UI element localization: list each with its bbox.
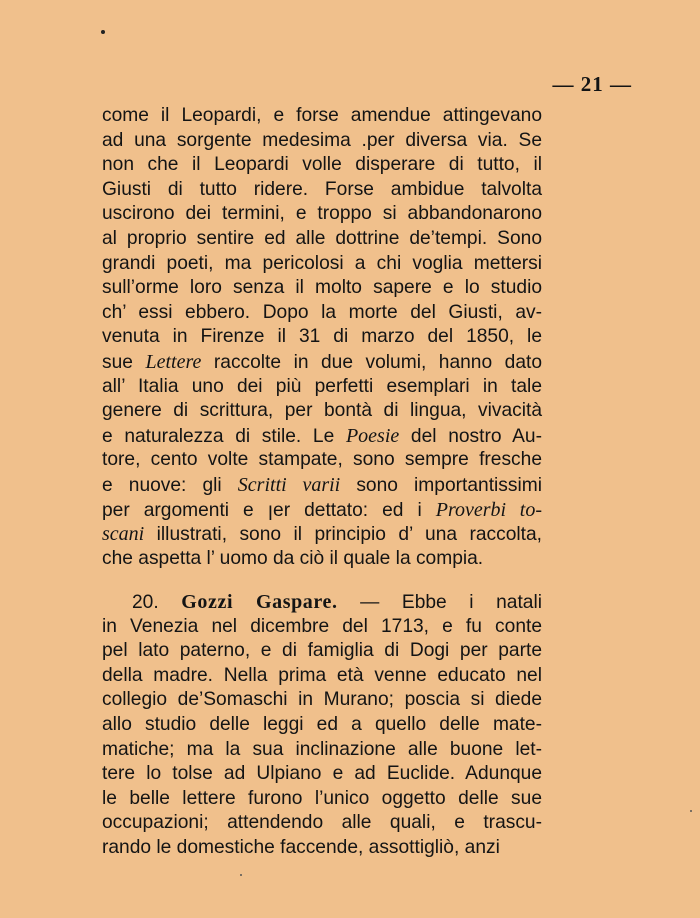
text-line	[102, 639, 542, 664]
italic-title: Poesie	[345, 424, 400, 447]
text-line	[102, 227, 542, 252]
text-line	[102, 153, 542, 178]
ink-speck	[240, 874, 242, 876]
text-line	[102, 738, 542, 763]
text-line	[102, 178, 542, 203]
ink-speck	[101, 30, 105, 34]
text-segment: della madre. Nella prima età venne educato nel	[102, 664, 542, 686]
text-segment: allo studio delle leggi ed a quello delle mate-	[102, 713, 542, 735]
text-segment: le belle lettere furono l’unico oggetto delle sue	[102, 787, 542, 809]
text-segment: tore, cento volte stampate, sono sempre fresche	[102, 449, 542, 471]
text-line	[102, 498, 542, 523]
text-segment: illustrati, sono il principio d’ una raccolta,	[144, 524, 542, 546]
page-number: — 21 —	[552, 72, 632, 96]
text-line	[102, 399, 542, 424]
text-line	[102, 325, 542, 350]
text-segment: come il Leopardi, e forse amendue attingevano	[102, 105, 542, 126]
text-segment: per argomenti e ꞁer dettato: ed i	[102, 499, 436, 521]
text-line	[102, 836, 542, 861]
text-segment: — Ebbe i natali	[337, 592, 542, 613]
text-segment: pel lato paterno, e di famiglia di Dogi per parte	[102, 640, 542, 662]
text-segment: uscirono dei termini, e troppo si abbandonarono	[102, 203, 542, 225]
text-line	[102, 664, 542, 689]
text-segment: Giusti di tutto ridere. Forse ambidue talvolta	[102, 178, 542, 200]
text-line	[102, 129, 542, 154]
text-line	[102, 104, 542, 129]
text-segment: all’ Italia uno dei più perfetti esemplari in tale	[102, 375, 542, 397]
text-segment: sono importantissimi	[340, 474, 542, 496]
italic-title: Proverbi to-	[435, 498, 542, 521]
text-line	[102, 375, 542, 400]
text-line	[102, 688, 542, 713]
text-segment: occupazioni; attendendo alle quali, e trascu-	[102, 812, 542, 834]
text-line	[102, 787, 542, 812]
text-segment: 20.	[132, 592, 182, 613]
text-segment: venuta in Firenze il 31 di marzo del 1850, le	[102, 326, 542, 348]
ink-speck	[690, 810, 692, 812]
text-segment: ad una sorgente medesima .per diversa via. Se	[102, 129, 542, 151]
text-line	[102, 448, 542, 473]
text-segment: grandi poeti, ma pericolosi a chi voglia mettersi	[102, 252, 542, 274]
text-segment: al proprio sentire ed alle dottrine de’tempi. Sono	[102, 227, 542, 249]
text-line	[102, 252, 542, 277]
text-segment: in Venezia nel dicembre del 1713, e fu conte	[102, 615, 542, 637]
entry-heading: Gozzi Gaspare.	[181, 591, 338, 613]
text-segment: collegio de’Somaschi in Murano; poscia si diede	[102, 689, 542, 711]
text-line	[102, 547, 542, 572]
text-line	[102, 350, 542, 375]
text-line	[102, 301, 542, 326]
text-segment: rando le domestiche faccende, assottigliò, anzi	[102, 836, 500, 858]
text-segment: del nostro Au-	[399, 425, 542, 447]
text-segment: tere lo tolse ad Ulpiano e ad Euclide. Adunque	[102, 763, 542, 785]
text-line	[102, 615, 542, 640]
text-line	[102, 590, 542, 615]
text-line	[102, 202, 542, 227]
text-line	[102, 713, 542, 738]
text-line	[102, 522, 542, 547]
text-line	[102, 811, 542, 836]
italic-title: Lettere	[145, 350, 202, 373]
paragraph-giusti-conclusion	[102, 104, 542, 571]
text-segment: e nuove: gli	[102, 474, 238, 496]
text-segment: genere di scrittura, per bontà di lingua, vivacità	[102, 400, 542, 422]
text-segment: ch’ essi ebbero. Dopo la morte del Giusti, av-	[102, 301, 542, 323]
text-segment: e naturalezza di stile. Le	[102, 425, 346, 447]
text-segment: non che il Leopardi volle disperare di tutto, il	[102, 154, 542, 176]
italic-title: scani	[102, 523, 145, 546]
text-line	[102, 762, 542, 787]
text-line	[102, 473, 542, 498]
text-segment: sue	[102, 351, 146, 373]
text-line	[102, 424, 542, 449]
text-segment: sull’orme loro senza il molto sapere e lo studio	[102, 277, 542, 299]
paragraph-gozzi-gaspare	[102, 590, 542, 861]
text-segment: che aspetta l’ uomo da ciò il quale la compia.	[102, 547, 484, 569]
text-segment: matiche; ma la sua inclinazione alle buone let-	[102, 738, 542, 760]
text-line	[102, 276, 542, 301]
text-segment: raccolte in due volumi, hanno dato	[201, 351, 542, 373]
italic-title: Scritti varii	[237, 473, 341, 496]
